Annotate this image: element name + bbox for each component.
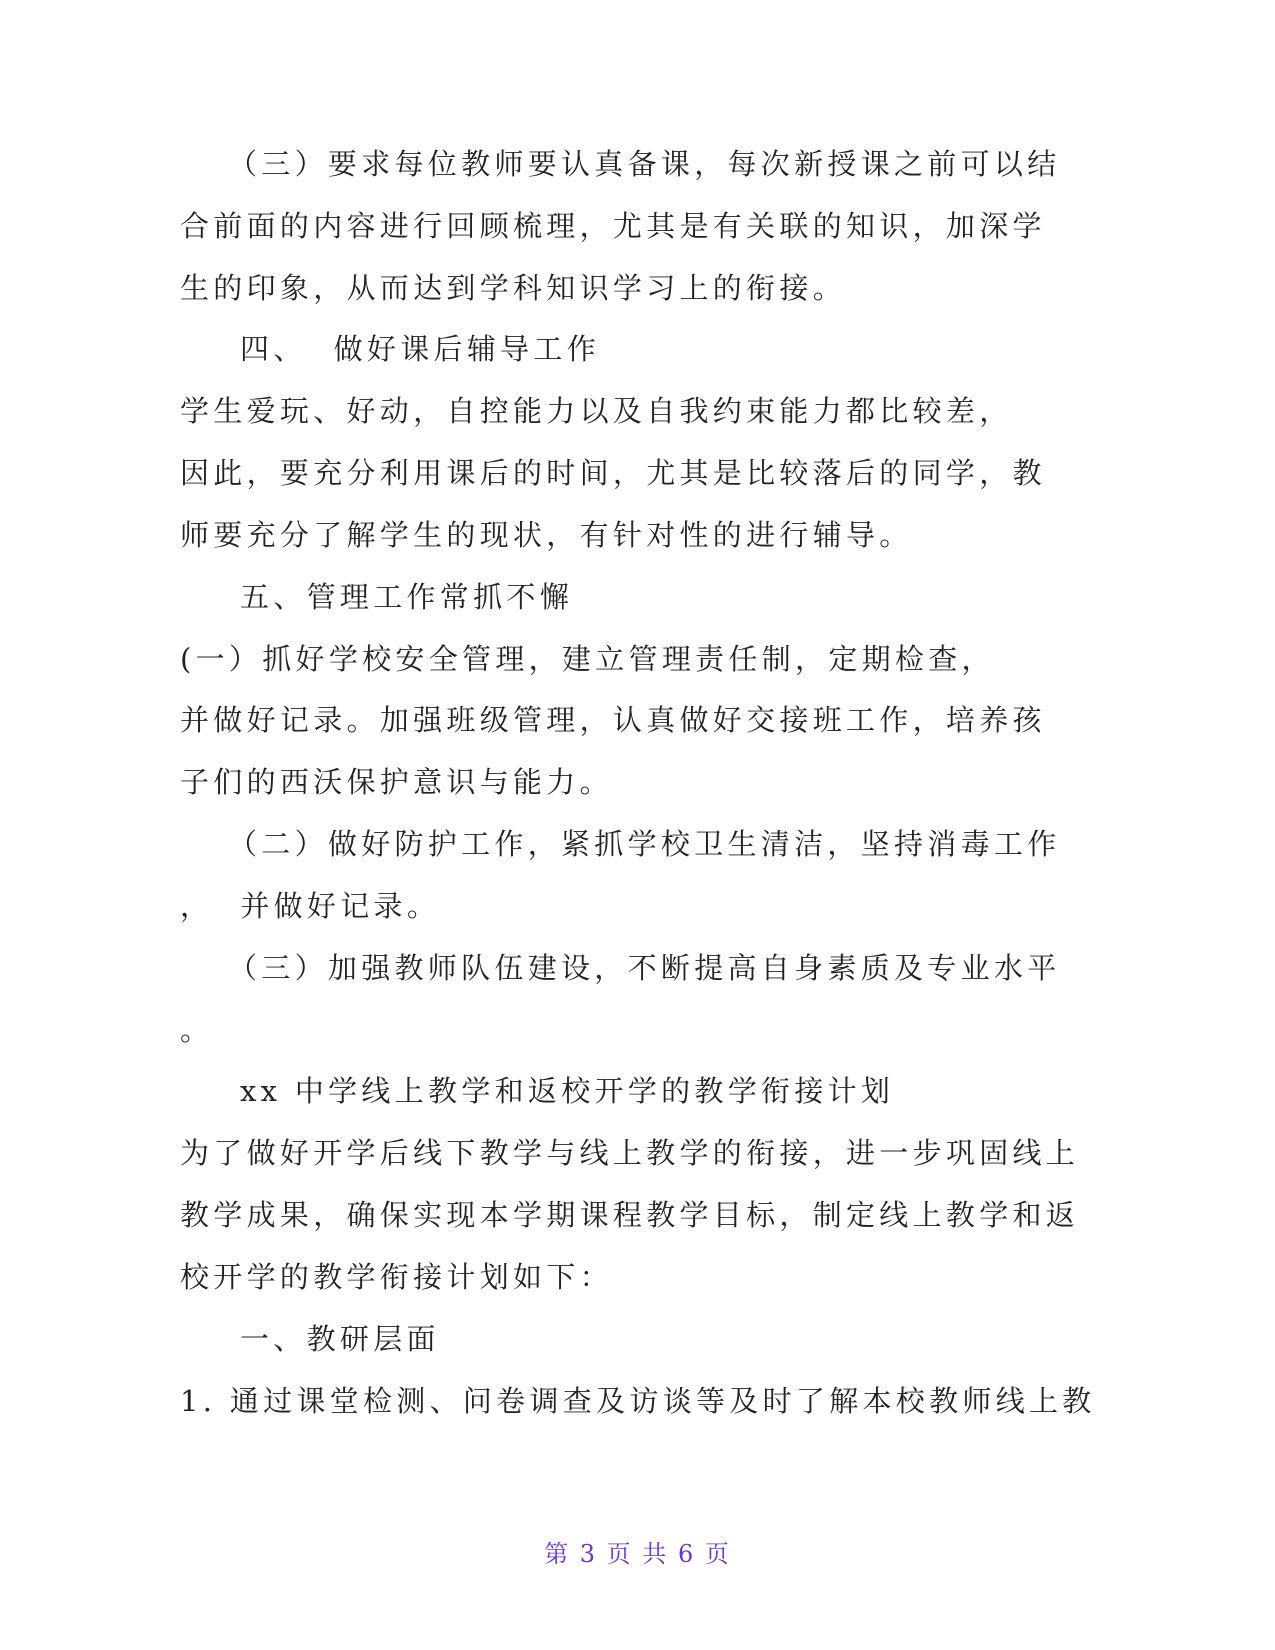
paragraph-line: 校开学的教学衔接计划如下：	[180, 1260, 613, 1294]
document-title: xx 中学线上教学和返校开学的教学衔接计划	[240, 1074, 895, 1108]
section-heading: 一、教研层面	[240, 1322, 440, 1356]
paragraph-line: (一）抓好学校安全管理，建立管理责任制，定期检查，	[180, 642, 995, 676]
paragraph-line: 生的印象，从而达到学科知识学习上的衔接。	[180, 271, 847, 305]
paragraph-line: 教学成果，确保实现本学期课程教学目标，制定线上教学和返	[180, 1198, 1080, 1232]
paragraph-line: 为了做好开学后线下教学与线上教学的衔接，进一步巩固线上	[180, 1136, 1080, 1170]
paragraph-line: （三）要求每位教师要认真备课，每次新授课之前可以结	[228, 147, 1061, 181]
paragraph-line: （三）加强教师队伍建设，不断提高自身素质及专业水平	[228, 951, 1061, 985]
page-number-footer: 第 3 页 共 6 页	[544, 1540, 731, 1568]
paragraph-line: 1. 通过课堂检测、问卷调查及访谈等及时了解本校教师线上教	[180, 1384, 1096, 1418]
paragraph-line: 子们的西沃保护意识与能力。	[180, 765, 613, 799]
paragraph-line: （二）做好防护工作，紧抓学校卫生清洁，坚持消毒工作	[228, 827, 1061, 861]
paragraph-line: 学生爱玩、好动，自控能力以及自我约束能力都比较差，	[180, 394, 1013, 428]
paragraph-line: 合前面的内容进行回顾梳理，尤其是有关联的知识，加深学	[180, 209, 1046, 243]
paragraph-line: ， 并做好记录。	[180, 889, 441, 923]
paragraph-line: 。	[180, 1013, 214, 1047]
section-heading: 四、 做好课后辅导工作	[240, 332, 601, 366]
paragraph-line: 因此，要充分利用课后的时间，尤其是比较落后的同学，教	[180, 456, 1046, 490]
paragraph-line: 师要充分了解学生的现状，有针对性的进行辅导。	[180, 518, 913, 552]
paragraph-line: 并做好记录。加强班级管理，认真做好交接班工作，培养孩	[180, 703, 1046, 737]
section-heading: 五、管理工作常抓不懈	[240, 580, 574, 614]
